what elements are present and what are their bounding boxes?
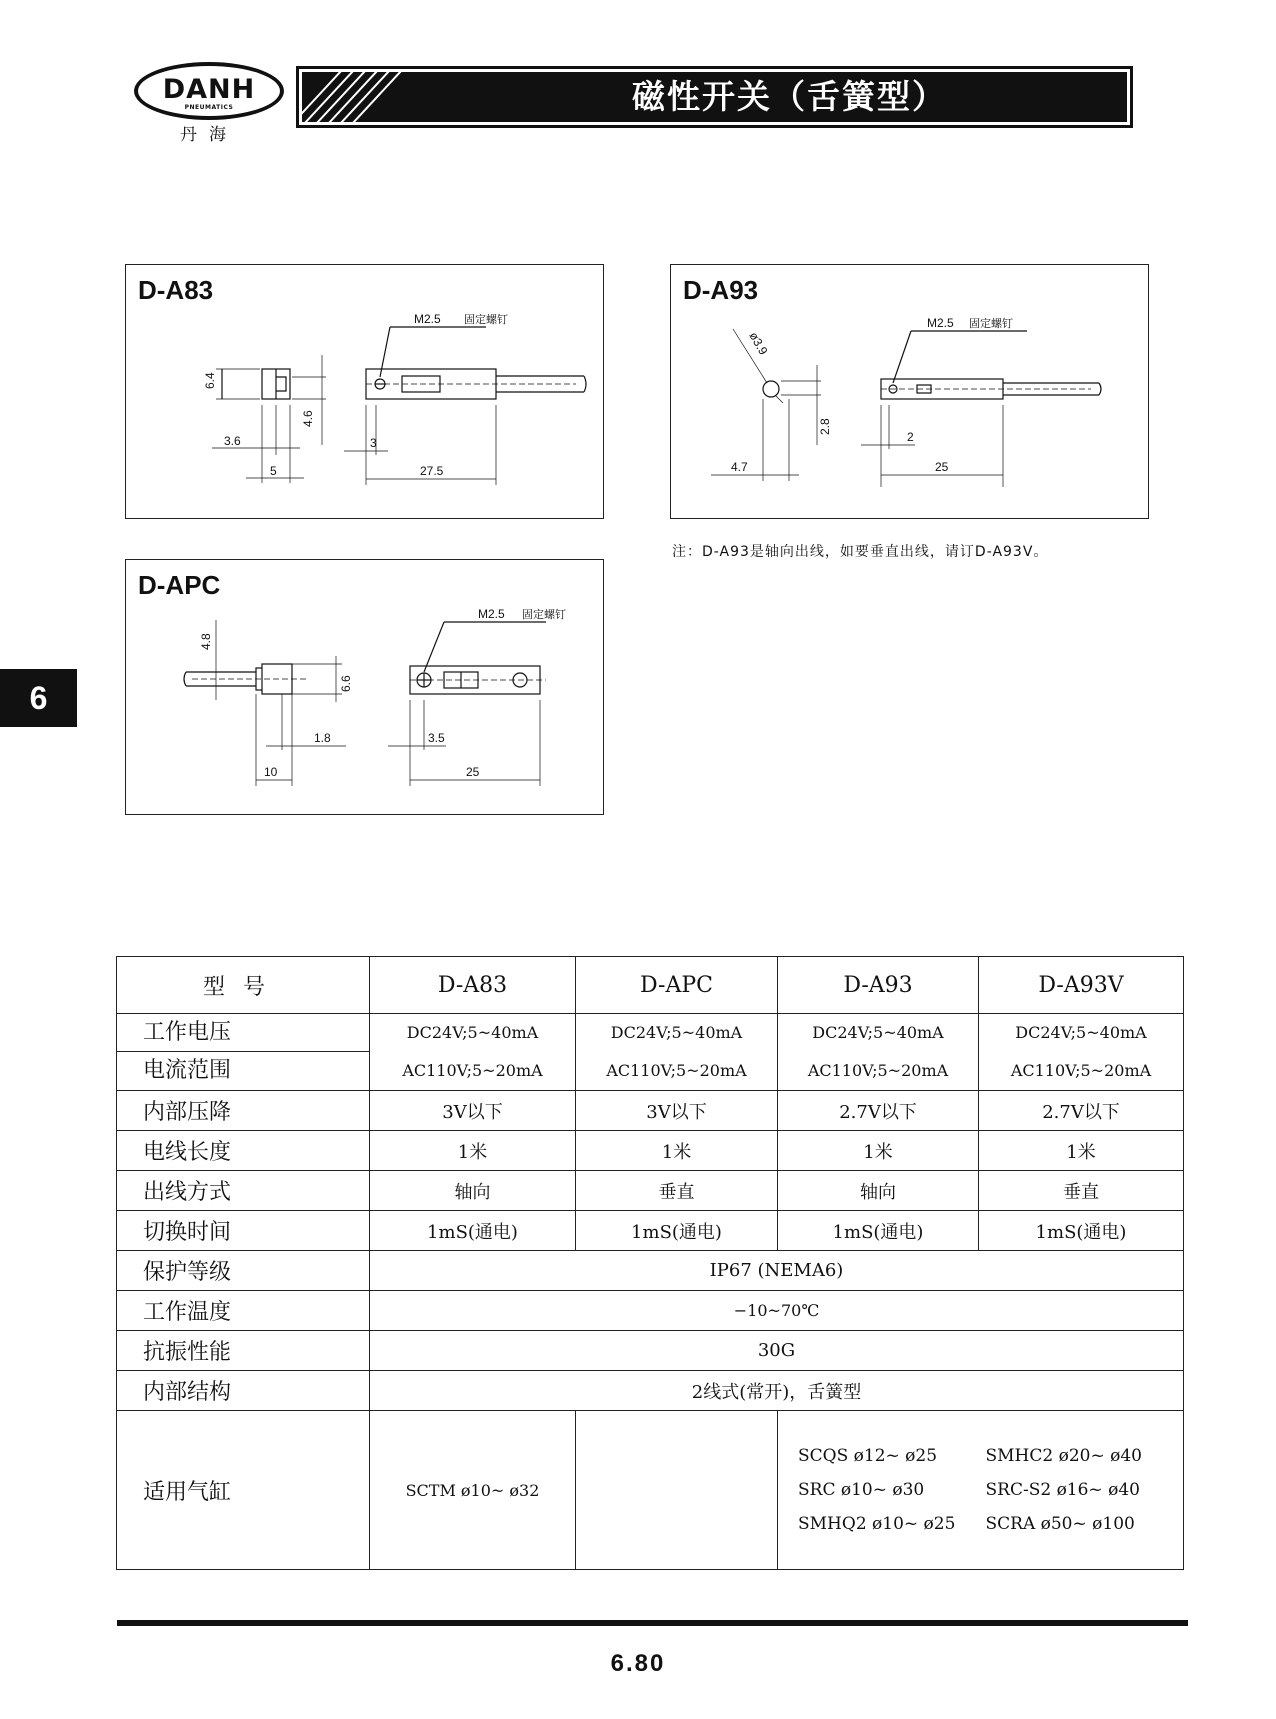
table-cell: 1mS(通电) xyxy=(576,1211,778,1251)
dim-label: 25 xyxy=(466,765,480,779)
cell-ac: AC110V;5~20mA xyxy=(402,1061,543,1080)
row-label: 适用气缸 xyxy=(117,1411,370,1570)
cell-dc: DC24V;5~40mA xyxy=(610,1023,743,1042)
table-cell-merged: 2线式(常开)，舌簧型 xyxy=(370,1371,1184,1411)
spec-table xyxy=(116,956,1184,1570)
footer-rule xyxy=(117,1620,1188,1626)
row-label: 保护等级 xyxy=(117,1251,370,1291)
table-row xyxy=(117,1211,1184,1251)
table-cell xyxy=(576,1014,778,1091)
table-cell: 1米 xyxy=(979,1131,1184,1171)
footnote: 注：D-A93是轴向出线，如要垂直出线，请订D-A93V。 xyxy=(672,544,1049,560)
table-row xyxy=(117,1131,1184,1171)
dim-screw-note: 固定螺钉 xyxy=(522,609,566,621)
table-cell: 轴向 xyxy=(778,1171,979,1211)
table-cell-merged: IP67 (NEMA6) xyxy=(370,1251,1184,1291)
table-row xyxy=(117,1091,1184,1131)
dim-label: 27.5 xyxy=(420,464,444,478)
dim-label: 4.6 xyxy=(301,410,315,427)
d-apc-dimension-drawing xyxy=(126,560,605,816)
dim-label: 25 xyxy=(935,460,949,474)
table-row xyxy=(117,1171,1184,1211)
row-label: 电线长度 xyxy=(117,1131,370,1171)
dim-label: 10 xyxy=(264,765,278,779)
table-cell-merged: 30G xyxy=(370,1331,1184,1371)
table-row xyxy=(117,1014,1184,1091)
row-label: 出线方式 xyxy=(117,1171,370,1211)
model-col-header: D-A83 xyxy=(370,957,576,1014)
cell-dc: DC24V;5~40mA xyxy=(406,1023,539,1042)
cell-dc: DC24V;5~40mA xyxy=(1015,1023,1147,1042)
drawing-d-a93 xyxy=(670,264,1149,519)
table-header-row xyxy=(117,957,1184,1014)
banner-stripes xyxy=(302,72,402,122)
table-cell: 3V以下 xyxy=(576,1091,778,1131)
table-cell: 轴向 xyxy=(370,1171,576,1211)
table-cell: 垂直 xyxy=(979,1171,1184,1211)
table-row xyxy=(117,1331,1184,1371)
table-row xyxy=(117,1251,1184,1291)
table-cell-merged: −10~70℃ xyxy=(370,1291,1184,1331)
row-label: 切换时间 xyxy=(117,1211,370,1251)
dim-label: 2 xyxy=(907,430,914,444)
table-cell xyxy=(576,1411,778,1570)
dim-label: ø3.9 xyxy=(746,329,771,358)
dim-screw-note: 固定螺钉 xyxy=(969,318,1013,330)
dim-screw-note: 固定螺钉 xyxy=(464,314,508,326)
page-number: 6.80 xyxy=(610,1650,666,1677)
cell-ac: AC110V;5~20mA xyxy=(1010,1061,1152,1080)
title-banner xyxy=(296,66,1133,128)
row-label: 内部压降 xyxy=(117,1091,370,1131)
table-cell: 1米 xyxy=(778,1131,979,1171)
dim-label: 5 xyxy=(270,464,277,478)
table-cell: 1mS(通电) xyxy=(778,1211,979,1251)
drawing-title: D-A93 xyxy=(683,275,759,305)
dim-label: 3 xyxy=(370,436,377,450)
cylinder-item: SCQS ø12~ ø25 xyxy=(798,1446,938,1466)
table-cell: 垂直 xyxy=(576,1171,778,1211)
table-cell: 1mS(通电) xyxy=(979,1211,1184,1251)
cylinder-item: SRC-S2 ø16~ ø40 xyxy=(985,1480,1140,1500)
drawing-d-a83 xyxy=(125,264,604,519)
table-row xyxy=(117,1291,1184,1331)
brand-logo xyxy=(134,62,284,145)
cell-ac: AC110V;5~20mA xyxy=(606,1061,747,1080)
model-col-header: D-A93V xyxy=(979,957,1184,1014)
dim-label: 4.7 xyxy=(731,460,748,474)
dim-label: 6.4 xyxy=(203,372,217,389)
d-a83-dimension-drawing xyxy=(126,265,605,520)
dim-label: 3.5 xyxy=(428,731,445,745)
table-cell: 2.7V以下 xyxy=(778,1091,979,1131)
table-cell: 1米 xyxy=(576,1131,778,1171)
model-col-header: D-A93 xyxy=(778,957,979,1014)
table-cell xyxy=(979,1014,1184,1091)
table-cell xyxy=(778,1014,979,1091)
model-col-header: D-APC xyxy=(576,957,778,1014)
dim-screw-label: M2.5 xyxy=(414,312,441,326)
row-label: 抗振性能 xyxy=(117,1331,370,1371)
cell-dc: DC24V;5~40mA xyxy=(812,1023,944,1042)
dim-screw-label: M2.5 xyxy=(927,316,954,330)
table-cell: 1米 xyxy=(370,1131,576,1171)
dim-label: 4.8 xyxy=(199,633,213,650)
header-label: 型号 xyxy=(117,957,370,1014)
dim-screw-label: M2.5 xyxy=(478,607,505,621)
table-cell: 3V以下 xyxy=(370,1091,576,1131)
dim-label: 1.8 xyxy=(314,731,331,745)
table-row xyxy=(117,1371,1184,1411)
row-label: 工作温度 xyxy=(117,1291,370,1331)
dim-label: 6.6 xyxy=(339,675,353,692)
logo-wordmark: DANH xyxy=(162,74,256,105)
logo-chinese-name: 丹海 xyxy=(180,125,238,145)
row-label xyxy=(117,1014,370,1091)
table-row-cylinders xyxy=(117,1411,1184,1570)
chapter-tab: 6 xyxy=(0,669,77,727)
logo-subtext: PNEUMATICS xyxy=(184,104,234,111)
drawing-title: D-A83 xyxy=(138,275,214,305)
drawing-d-apc xyxy=(125,559,604,815)
d-a93-dimension-drawing xyxy=(671,265,1150,520)
table-cell: SCTM ø10~ ø32 xyxy=(370,1411,576,1570)
table-cell xyxy=(370,1014,576,1091)
cylinder-item: SCRA ø50~ ø100 xyxy=(985,1514,1135,1534)
cylinder-item: SRC ø10~ ø30 xyxy=(798,1480,925,1500)
cell-ac: AC110V;5~20mA xyxy=(807,1061,949,1080)
table-cell: 2.7V以下 xyxy=(979,1091,1184,1131)
cylinder-item: SMHC2 ø20~ ø40 xyxy=(985,1446,1142,1466)
table-cell: 1mS(通电) xyxy=(370,1211,576,1251)
row-label: 内部结构 xyxy=(117,1371,370,1411)
cylinder-item: SMHQ2 ø10~ ø25 xyxy=(798,1514,956,1534)
page-title: 磁性开关（舌簧型） xyxy=(632,77,947,116)
dim-label: 3.6 xyxy=(224,434,241,448)
row-label-current: 电流范围 xyxy=(143,1058,232,1083)
cylinder-list xyxy=(778,1439,1183,1541)
dim-label: 2.8 xyxy=(818,418,832,435)
table-cell-cylinders xyxy=(778,1411,1184,1570)
drawing-title: D-APC xyxy=(138,570,221,600)
row-label-voltage: 工作电压 xyxy=(117,1014,369,1052)
